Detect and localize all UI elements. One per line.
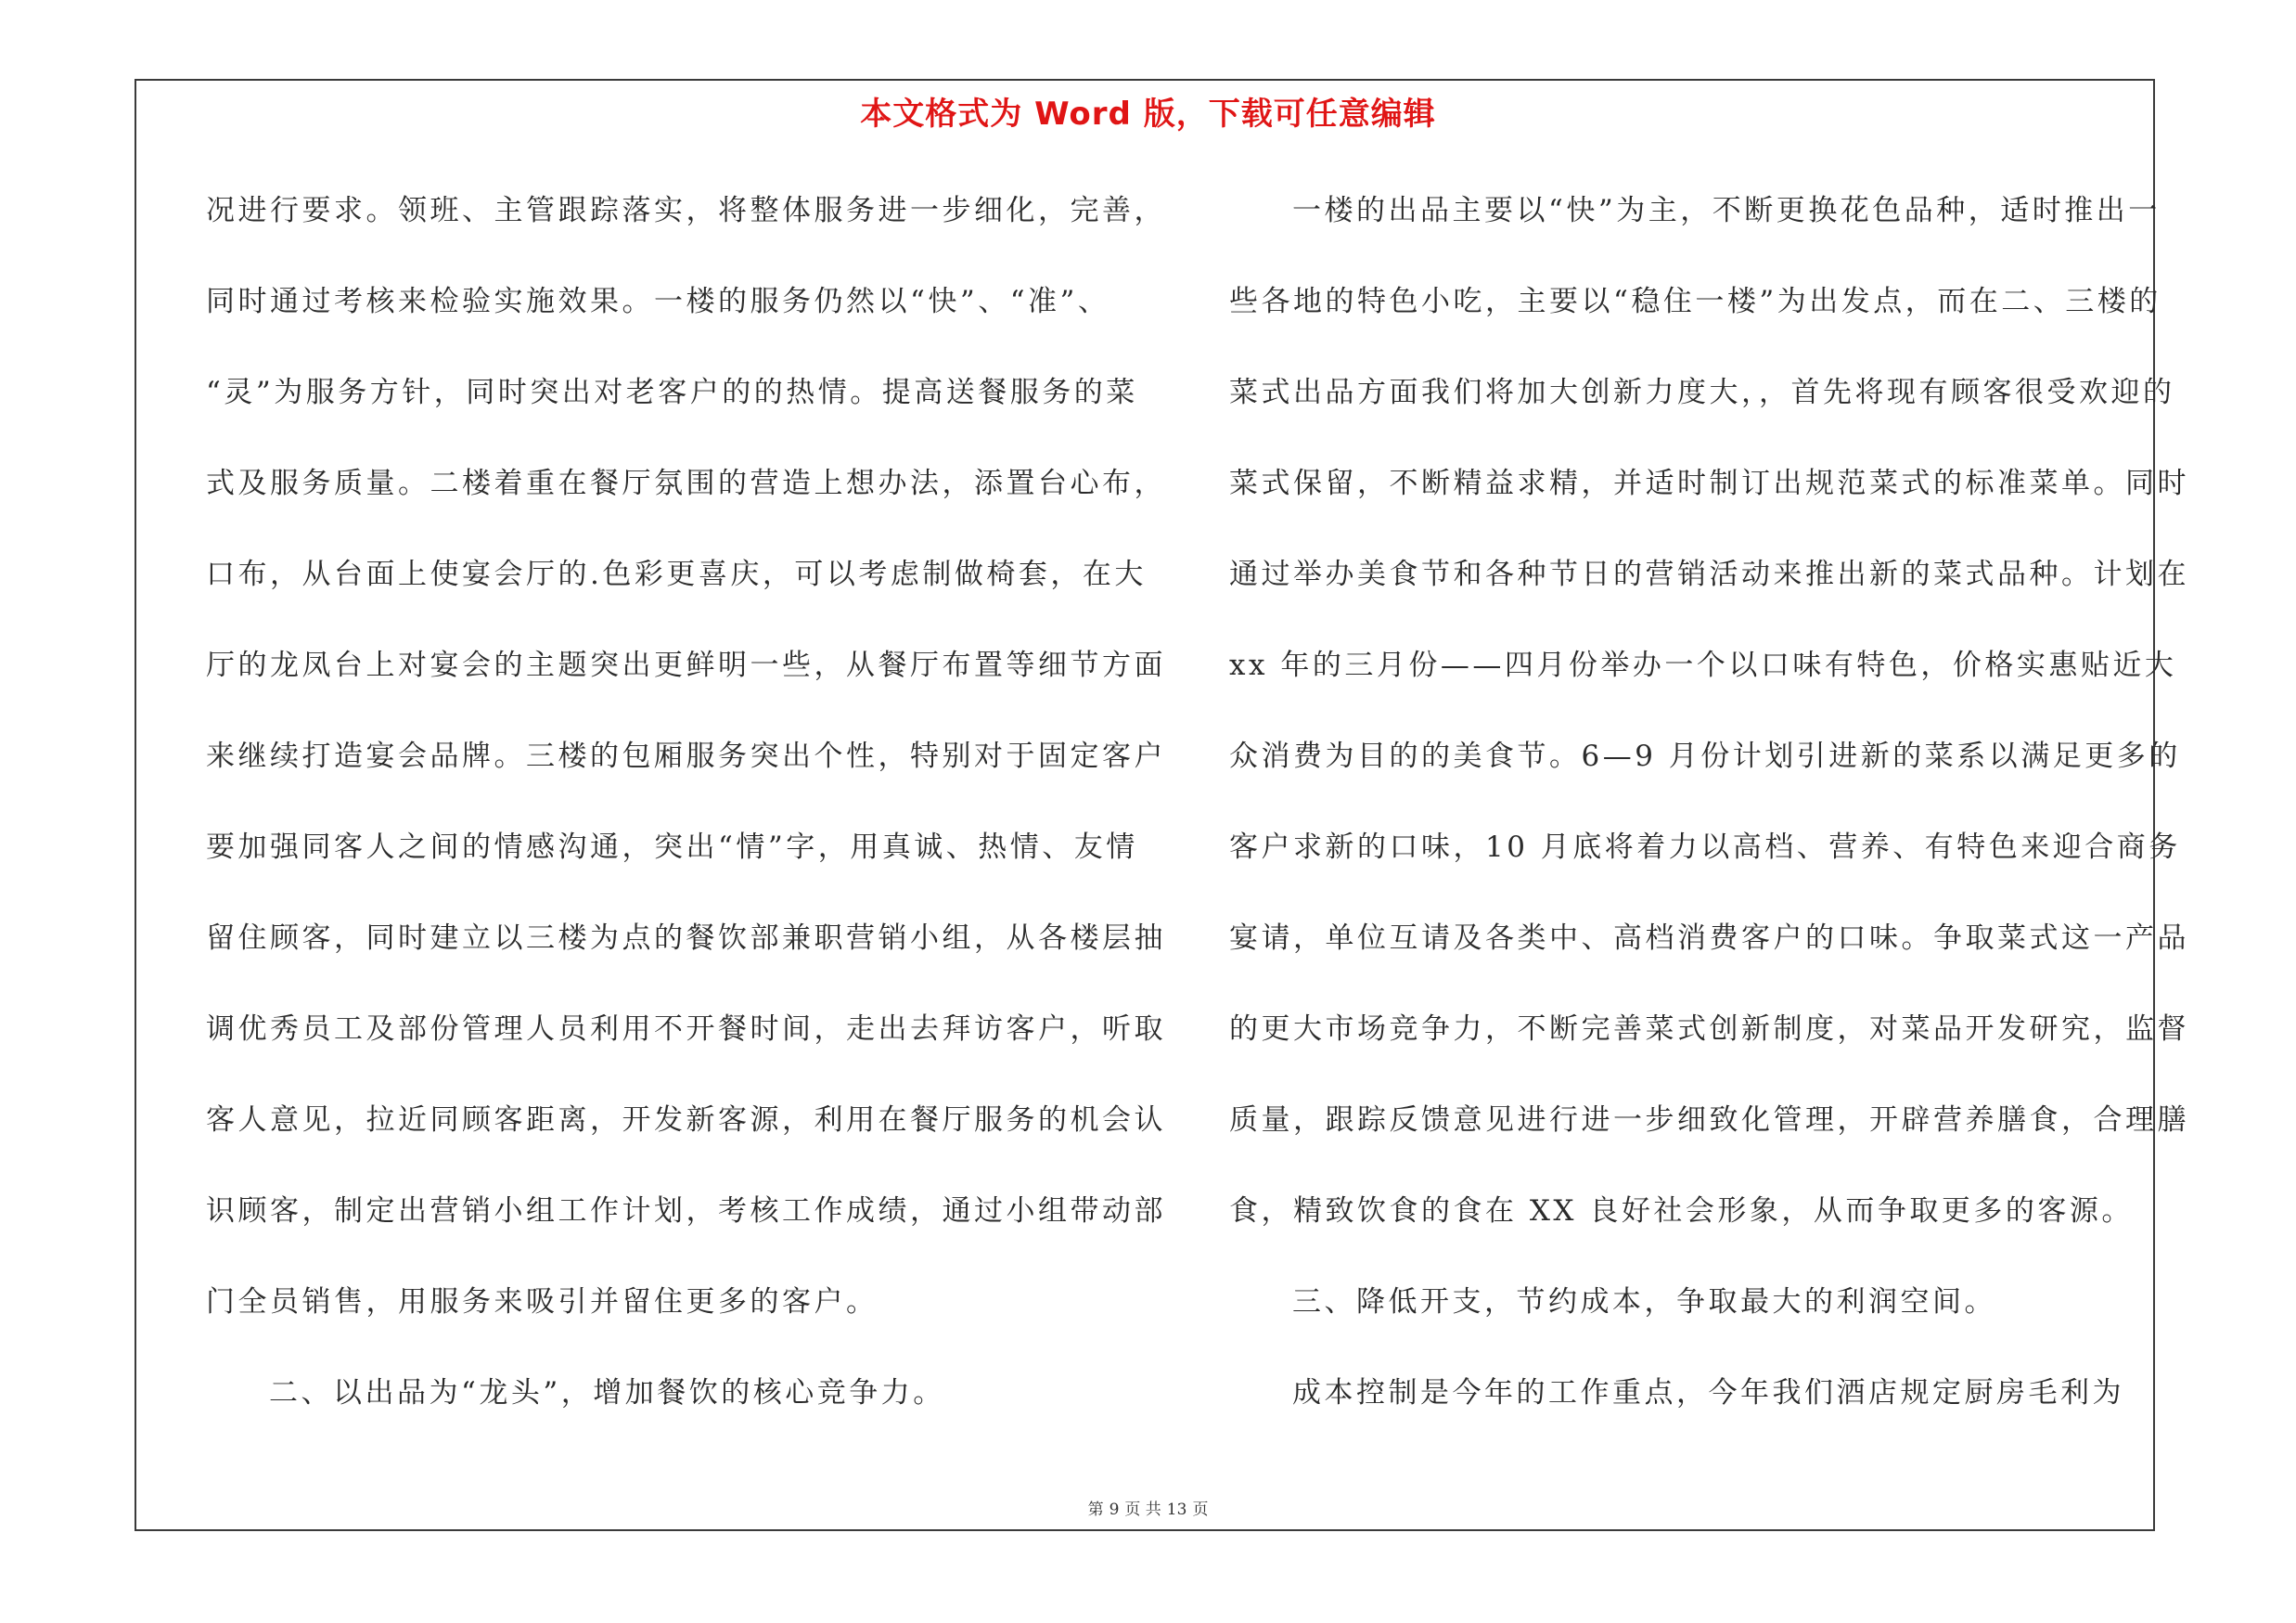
text-line: 一楼的出品主要以“快”为主，不断更换花色品种，适时推出一	[1292, 194, 2161, 227]
page-footer	[0, 1496, 2296, 1519]
text-line: 来继续打造宴会品牌。三楼的包厢服务突出个性，特别对于固定客户	[206, 740, 1166, 773]
text-line: 门全员销售，用服务来吸引并留住更多的客户。	[206, 1285, 879, 1319]
text-line: “灵”为服务方针，同时突出对老客户的的热情。提高送餐服务的菜	[206, 376, 1138, 409]
text-line: 要加强同客人之间的情感沟通，突出“情”字，用真诚、热情、友情	[206, 831, 1138, 864]
text-line: 通过举办美食节和各种节日的营销活动来推出新的菜式品种。计划在	[1229, 558, 2189, 591]
text-line: 食，精致饮食的食在 XX 良好社会形象，从而争取更多的客源。	[1229, 1194, 2134, 1228]
footer-middle: 页 共	[1124, 1501, 1161, 1519]
text-line: 识顾客，制定出营销小组工作计划，考核工作成绩，通过小组带动部	[206, 1194, 1166, 1228]
text-line: 菜式保留，不断精益求精，并适时制订出规范菜式的标准菜单。同时	[1229, 467, 2189, 500]
text-line: 式及服务质量。二楼着重在餐厅氛围的营造上想办法，添置台心布，	[206, 467, 1166, 500]
text-line: 宴请，单位互请及各类中、高档消费客户的口味。争取菜式这一产品	[1229, 921, 2189, 955]
text-line: 成本控制是今年的工作重点，今年我们酒店规定厨房毛利为	[1292, 1376, 2124, 1410]
text-line: 留住顾客，同时建立以三楼为点的餐饮部兼职营销小组，从各楼层抽	[206, 921, 1166, 955]
footer-prefix: 第	[1087, 1501, 1104, 1519]
text-line: 菜式出品方面我们将加大创新力度大，，首先将现有顾客很受欢迎的	[1229, 376, 2175, 409]
format-banner: 本文格式为 Word 版，下载可任意编辑	[860, 96, 1436, 133]
footer-page-number: 9	[1109, 1501, 1120, 1519]
text-line: 调优秀员工及部份管理人员利用不开餐时间，走出去拜访客户，听取	[206, 1012, 1166, 1046]
text-line: 厅的龙凤台上对宴会的主题突出更鲜明一些，从餐厅布置等细节方面	[206, 649, 1166, 682]
text-line: 质量，跟踪反馈意见进行进一步细致化管理，开辟营养膳食，合理膳	[1229, 1103, 2189, 1137]
text-line: 客人意见，拉近同顾客距离，开发新客源，利用在餐厅服务的机会认	[206, 1103, 1166, 1137]
text-line: xx 年的三月份——四月份举办一个以口味有特色，价格实惠贴近大	[1229, 649, 2177, 682]
left-column	[206, 183, 1166, 1456]
text-line: 口布，从台面上使宴会厅的.色彩更喜庆，可以考虑制做椅套，在大	[206, 558, 1147, 591]
right-column	[1229, 183, 2189, 1456]
text-line: 三、降低开支，节约成本，争取最大的利润空间。	[1292, 1285, 1996, 1319]
text-line: 同时通过考核来检验实施效果。一楼的服务仍然以“快”、“准”、	[206, 285, 1110, 318]
text-line: 众消费为目的的美食节。6—9 月份计划引进新的菜系以满足更多的	[1229, 740, 2181, 773]
footer-total-pages: 13	[1166, 1501, 1187, 1519]
footer-suffix: 页	[1192, 1501, 1209, 1519]
text-line: 的更大市场竞争力，不断完善菜式创新制度，对菜品开发研究，监督	[1229, 1012, 2189, 1046]
text-line: 二、以出品为“龙头”，增加餐饮的核心竞争力。	[269, 1376, 945, 1410]
text-line: 些各地的特色小吃，主要以“稳住一楼”为出发点，而在二、三楼的	[1229, 285, 2161, 318]
text-line: 况进行要求。领班、主管跟踪落实，将整体服务进一步细化，完善，	[206, 194, 1166, 227]
text-line: 客户求新的口味，10 月底将着力以高档、营养、有特色来迎合商务	[1229, 831, 2181, 864]
